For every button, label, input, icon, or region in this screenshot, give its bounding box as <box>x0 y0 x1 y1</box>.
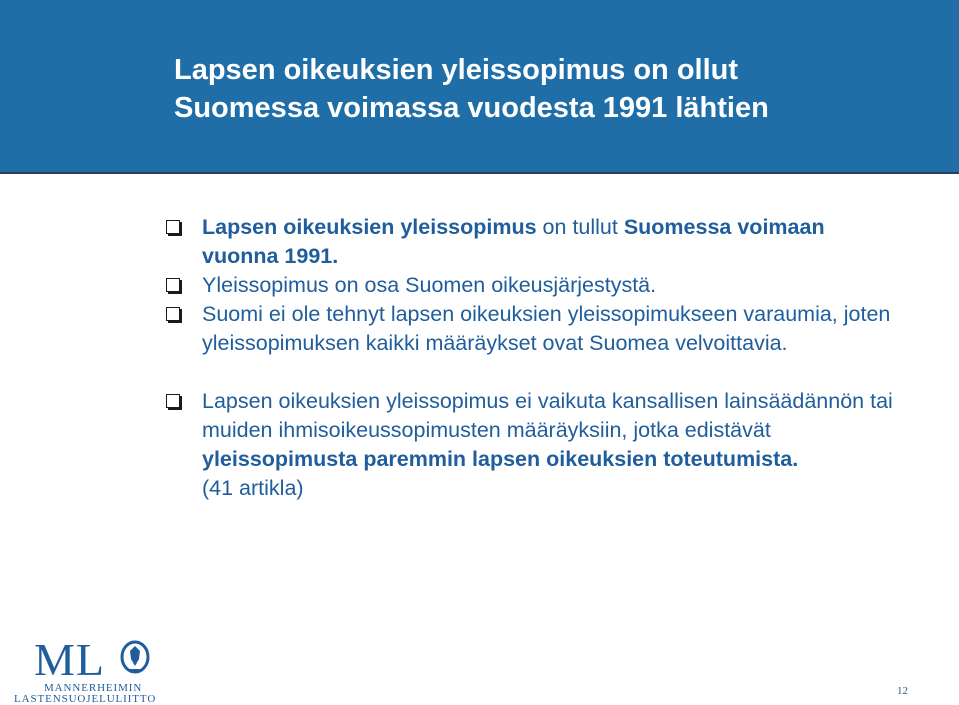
title-bar <box>0 0 959 174</box>
checkbox-bullet-icon <box>166 278 180 292</box>
bullet-text: Suomi ei ole tehnyt lapsen oikeuksien yleissopimukseen varaumia, joten yleissopimuksen kaikki määräykset ovat Suomea velvoittavia. <box>202 302 891 355</box>
bullet-item-3 <box>165 300 905 358</box>
bullet-text: Suomessa voimaan vuonna 1991. <box>202 215 825 268</box>
bullet-text: Lapsen oikeuksien yleissopimus <box>202 215 537 239</box>
checkbox-bullet-icon <box>166 220 180 234</box>
mll-logo <box>14 634 157 705</box>
bullet-list <box>165 213 905 503</box>
checkbox-bullet-icon <box>166 394 180 408</box>
logo-initials: ML <box>34 634 105 685</box>
bullet-item-4 <box>165 387 905 503</box>
checkbox-bullet-icon <box>166 307 180 321</box>
logo-text-line-1: MANNERHEIMIN <box>44 682 143 694</box>
slide-title-line-1: Lapsen oikeuksien yleissopimus on ollut <box>174 54 739 86</box>
bullet-text: Lapsen oikeuksien yleissopimus ei vaikuta kansallisen lainsäädännön tai muiden ihmisoikeussopimusten määräyksiin, jotka edistävät <box>202 389 893 442</box>
slide-title <box>174 51 944 127</box>
slide-title-line-2: Suomessa voimassa vuodesta 1991 lähtien <box>174 92 769 124</box>
bullet-item-2 <box>165 271 905 300</box>
logo-text-line-2: LASTENSUOJELULIITTO <box>14 693 157 705</box>
bullet-item-1 <box>165 213 905 271</box>
bullet-text: yleissopimusta paremmin lapsen oikeuksien toteutumista. <box>202 447 799 471</box>
shield-emblem-icon <box>118 639 152 679</box>
page-number: 12 <box>897 685 908 697</box>
article-reference: (41 artikla) <box>202 476 304 500</box>
bullet-text: Yleissopimus on osa Suomen oikeusjärjestystä. <box>202 273 657 297</box>
bullet-text: on tullut <box>536 215 624 239</box>
